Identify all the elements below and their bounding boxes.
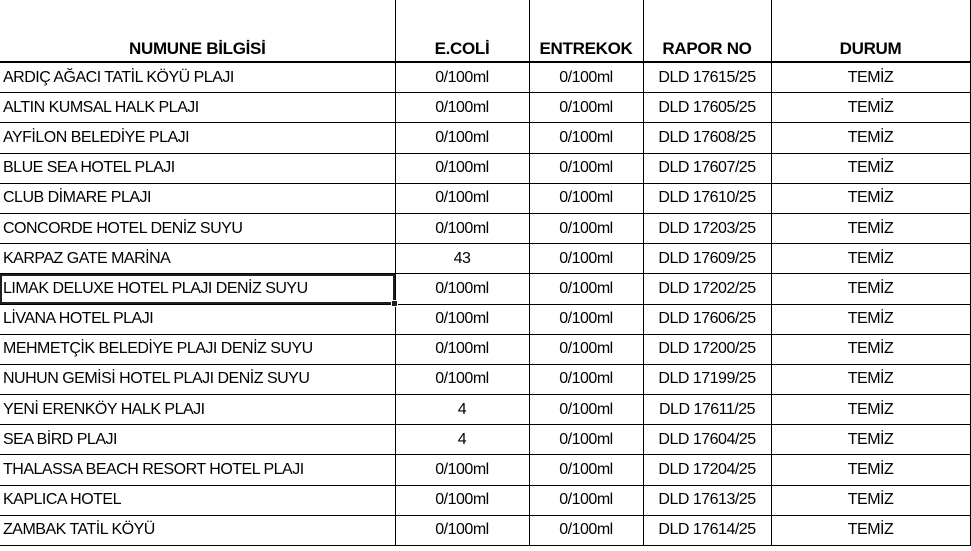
cell-entrekok[interactable]: 0/100ml [529, 485, 643, 515]
table-row [0, 244, 970, 274]
cell-ecoli[interactable]: 0/100ml [395, 274, 529, 304]
cell-ecoli[interactable]: 0/100ml [395, 364, 529, 394]
header-ecoli[interactable]: E.COLİ [395, 0, 529, 62]
cell-durum[interactable]: TEMİZ [771, 153, 970, 183]
cell-rapor-no[interactable]: DLD 17605/25 [643, 93, 771, 123]
cell-ecoli[interactable]: 0/100ml [395, 455, 529, 485]
cell-durum[interactable]: TEMİZ [771, 183, 970, 213]
cell-durum[interactable]: TEMİZ [771, 485, 970, 515]
cell-durum[interactable]: TEMİZ [771, 274, 970, 304]
cell-rapor-no[interactable]: DLD 17610/25 [643, 183, 771, 213]
cell-entrekok[interactable]: 0/100ml [529, 123, 643, 153]
cell-entrekok[interactable]: 0/100ml [529, 213, 643, 243]
cell-sample-name[interactable]: CLUB DİMARE PLAJI [0, 183, 395, 213]
table-row [0, 274, 970, 304]
cell-rapor-no[interactable]: DLD 17611/25 [643, 395, 771, 425]
cell-durum[interactable]: TEMİZ [771, 364, 970, 394]
cell-durum[interactable]: TEMİZ [771, 304, 970, 334]
table-row [0, 123, 970, 153]
cell-entrekok[interactable]: 0/100ml [529, 455, 643, 485]
cell-ecoli[interactable]: 0/100ml [395, 123, 529, 153]
cell-ecoli[interactable]: 0/100ml [395, 93, 529, 123]
cell-rapor-no[interactable]: DLD 17204/25 [643, 455, 771, 485]
cell-rapor-no[interactable]: DLD 17613/25 [643, 485, 771, 515]
cell-sample-name[interactable]: ZAMBAK TATİL KÖYÜ [0, 515, 395, 545]
table-row [0, 334, 970, 364]
cell-rapor-no[interactable]: DLD 17202/25 [643, 274, 771, 304]
cell-sample-name[interactable]: MEHMETÇİK BELEDİYE PLAJI DENİZ SUYU [0, 334, 395, 364]
cell-entrekok[interactable]: 0/100ml [529, 274, 643, 304]
cell-sample-name[interactable]: ARDIÇ AĞACI TATİL KÖYÜ PLAJI [0, 62, 395, 93]
cell-entrekok[interactable]: 0/100ml [529, 334, 643, 364]
cell-durum[interactable]: TEMİZ [771, 425, 970, 455]
cell-ecoli[interactable]: 0/100ml [395, 183, 529, 213]
cell-rapor-no[interactable]: DLD 17604/25 [643, 425, 771, 455]
cell-entrekok[interactable]: 0/100ml [529, 515, 643, 545]
table-body [0, 62, 970, 546]
table-row [0, 304, 970, 334]
cell-ecoli[interactable]: 0/100ml [395, 334, 529, 364]
cell-ecoli[interactable]: 0/100ml [395, 62, 529, 93]
header-sample[interactable]: NUMUNE BİLGİSİ [0, 0, 395, 62]
cell-rapor-no[interactable]: DLD 17199/25 [643, 364, 771, 394]
cell-sample-name[interactable]: KAPLICA HOTEL [0, 485, 395, 515]
cell-rapor-no[interactable]: DLD 17200/25 [643, 334, 771, 364]
cell-sample-name[interactable]: NUHUN GEMİSİ HOTEL PLAJI DENİZ SUYU [0, 364, 395, 394]
cell-entrekok[interactable]: 0/100ml [529, 395, 643, 425]
cell-sample-name[interactable]: ALTIN KUMSAL HALK PLAJI [0, 93, 395, 123]
cell-sample-name[interactable]: YENİ ERENKÖY HALK PLAJI [0, 395, 395, 425]
table-row [0, 455, 970, 485]
cell-durum[interactable]: TEMİZ [771, 93, 970, 123]
cell-entrekok[interactable]: 0/100ml [529, 183, 643, 213]
cell-sample-name[interactable]: SEA BİRD PLAJI [0, 425, 395, 455]
cell-ecoli[interactable]: 43 [395, 244, 529, 274]
table-row [0, 425, 970, 455]
header-rapor[interactable]: RAPOR NO [643, 0, 771, 62]
cell-rapor-no[interactable]: DLD 17606/25 [643, 304, 771, 334]
cell-durum[interactable]: TEMİZ [771, 244, 970, 274]
table-row [0, 395, 970, 425]
cell-rapor-no[interactable]: DLD 17608/25 [643, 123, 771, 153]
fill-handle[interactable] [391, 300, 398, 307]
cell-rapor-no[interactable]: DLD 17203/25 [643, 213, 771, 243]
cell-ecoli[interactable]: 0/100ml [395, 515, 529, 545]
cell-durum[interactable]: TEMİZ [771, 123, 970, 153]
cell-durum[interactable]: TEMİZ [771, 395, 970, 425]
table-row [0, 62, 970, 93]
cell-ecoli[interactable]: 0/100ml [395, 153, 529, 183]
cell-rapor-no[interactable]: DLD 17614/25 [643, 515, 771, 545]
cell-entrekok[interactable]: 0/100ml [529, 153, 643, 183]
cell-sample-name[interactable]: BLUE SEA HOTEL PLAJI [0, 153, 395, 183]
cell-ecoli[interactable]: 4 [395, 425, 529, 455]
cell-sample-name[interactable]: AYFİLON BELEDİYE PLAJI [0, 123, 395, 153]
table-row [0, 153, 970, 183]
table-row [0, 213, 970, 243]
cell-entrekok[interactable]: 0/100ml [529, 304, 643, 334]
cell-rapor-no[interactable]: DLD 17609/25 [643, 244, 771, 274]
cell-rapor-no[interactable]: DLD 17615/25 [643, 62, 771, 93]
table-row [0, 183, 970, 213]
cell-entrekok[interactable]: 0/100ml [529, 425, 643, 455]
cell-entrekok[interactable]: 0/100ml [529, 244, 643, 274]
cell-ecoli[interactable]: 0/100ml [395, 485, 529, 515]
cell-sample-name[interactable]: LIMAK DELUXE HOTEL PLAJI DENİZ SUYU [0, 274, 395, 304]
cell-ecoli[interactable]: 0/100ml [395, 304, 529, 334]
cell-sample-name[interactable]: LİVANA HOTEL PLAJI [0, 304, 395, 334]
cell-sample-name[interactable]: THALASSA BEACH RESORT HOTEL PLAJI [0, 455, 395, 485]
cell-durum[interactable]: TEMİZ [771, 213, 970, 243]
cell-durum[interactable]: TEMİZ [771, 515, 970, 545]
cell-entrekok[interactable]: 0/100ml [529, 93, 643, 123]
cell-sample-name[interactable]: CONCORDE HOTEL DENİZ SUYU [0, 213, 395, 243]
cell-durum[interactable]: TEMİZ [771, 455, 970, 485]
cell-durum[interactable]: TEMİZ [771, 334, 970, 364]
header-durum[interactable]: DURUM [771, 0, 970, 62]
cell-entrekok[interactable]: 0/100ml [529, 62, 643, 93]
cell-ecoli[interactable]: 0/100ml [395, 213, 529, 243]
header-entrekok[interactable]: ENTREKOK [529, 0, 643, 62]
table-row [0, 515, 970, 545]
cell-rapor-no[interactable]: DLD 17607/25 [643, 153, 771, 183]
cell-entrekok[interactable]: 0/100ml [529, 364, 643, 394]
table-row [0, 364, 970, 394]
cell-ecoli[interactable]: 4 [395, 395, 529, 425]
cell-sample-name[interactable]: KARPAZ GATE MARİNA [0, 244, 395, 274]
header-row [0, 0, 970, 62]
table-row [0, 93, 970, 123]
cell-durum[interactable]: TEMİZ [771, 62, 970, 93]
table-row [0, 485, 970, 515]
